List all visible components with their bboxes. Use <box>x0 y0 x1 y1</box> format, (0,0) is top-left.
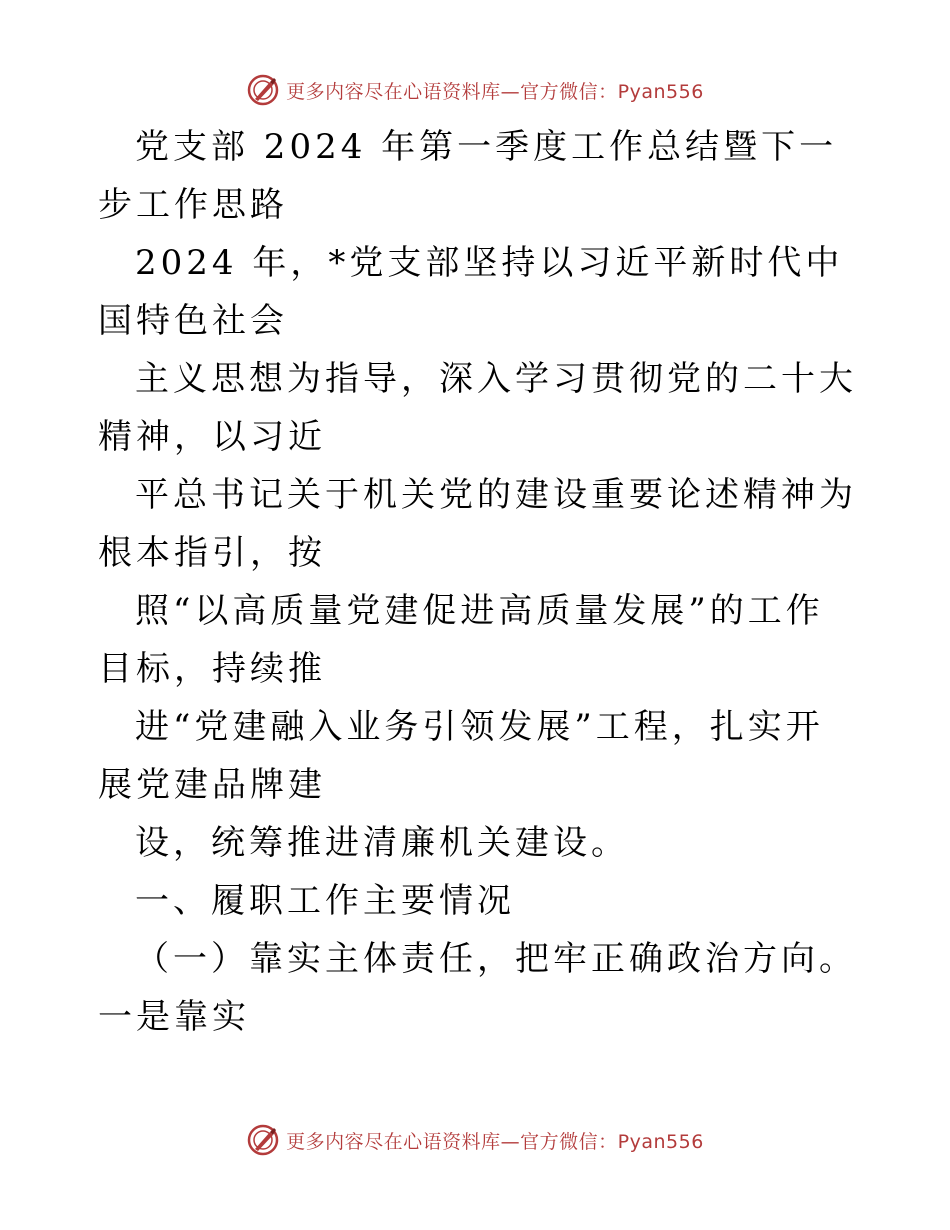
paragraph: 进“党建融入业务引领发展”工程，扎实开展党建品牌建 <box>98 707 824 805</box>
paragraph: 平总书记关于机关党的建设重要论述精神为根本指引，按 <box>98 475 857 573</box>
paragraph: 设，统筹推进清廉机关建设。 <box>135 823 629 863</box>
document-title: 党支部 2024 年第一季度工作总结暨下一步工作思路 <box>98 127 838 225</box>
paragraph: 2024 年，*党支部坚持以习近平新时代中国特色社会 <box>98 243 844 341</box>
subsection-heading: （一）靠实主体责任，把牢正确政治方向。一是靠实 <box>98 939 857 1037</box>
paragraph: 照“以高质量党建促进高质量发展”的工作目标，持续推 <box>98 591 824 689</box>
watermark-footer <box>0 1120 950 1160</box>
section-heading: 一、履职工作主要情况 <box>135 881 515 921</box>
paragraph: 主义思想为指导，深入学习贯彻党的二十大精神，以习近 <box>98 359 857 457</box>
document-body <box>98 118 858 1046</box>
watermark-header <box>0 70 950 110</box>
watermark-text: 更多内容尽在心语资料库—官方微信：Pyan556 <box>286 80 704 103</box>
pen-seal-icon <box>246 1123 280 1157</box>
watermark-text: 更多内容尽在心语资料库—官方微信：Pyan556 <box>286 1130 704 1153</box>
pen-seal-icon <box>246 73 280 107</box>
